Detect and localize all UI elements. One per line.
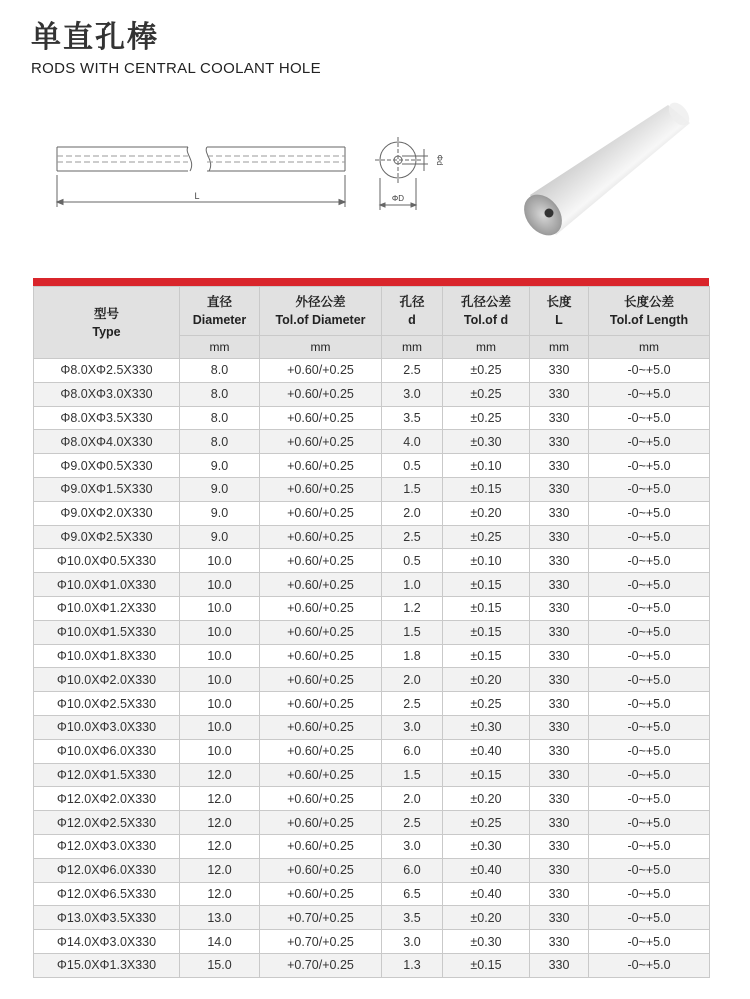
diameter-cell: 9.0 [180, 454, 260, 478]
outer-diameter-label: ΦD [391, 194, 405, 203]
rod-side-view [57, 147, 345, 207]
length-cell: 330 [530, 382, 589, 406]
diameter-cell: 10.0 [180, 596, 260, 620]
length-label: L [194, 191, 200, 201]
length-cell: 330 [530, 763, 589, 787]
length-cell: 330 [530, 906, 589, 930]
header-diameter: 直径 Diameter [180, 287, 260, 336]
table-row [34, 763, 710, 787]
table-row [34, 692, 710, 716]
diameter-cell: 12.0 [180, 763, 260, 787]
tol-d-cell: ±0.20 [443, 501, 530, 525]
type-cell: Φ8.0XΦ4.0X330 [34, 430, 180, 454]
tol-diameter-cell: +0.70/+0.25 [260, 953, 382, 977]
diameter-cell: 12.0 [180, 787, 260, 811]
hole-d-cell: 3.5 [382, 906, 443, 930]
hole-d-cell: 6.0 [382, 858, 443, 882]
tol-diameter-cell: +0.60/+0.25 [260, 644, 382, 668]
tol-d-cell: ±0.30 [443, 715, 530, 739]
table-row [34, 501, 710, 525]
table-row [34, 382, 710, 406]
hole-diameter-label: Φd [435, 154, 444, 166]
diameter-cell: 8.0 [180, 406, 260, 430]
tol-length-cell: -0~+5.0 [589, 454, 710, 478]
table-row [34, 834, 710, 858]
tol-length-cell: -0~+5.0 [589, 834, 710, 858]
hole-d-cell: 2.5 [382, 811, 443, 835]
tol-length-cell: -0~+5.0 [589, 668, 710, 692]
type-cell: Φ10.0XΦ2.5X330 [34, 692, 180, 716]
length-cell: 330 [530, 953, 589, 977]
tol-length-cell: -0~+5.0 [589, 906, 710, 930]
diameter-cell: 12.0 [180, 882, 260, 906]
tol-diameter-cell: +0.60/+0.25 [260, 406, 382, 430]
tol-length-cell: -0~+5.0 [589, 359, 710, 383]
hole-d-cell: 1.2 [382, 596, 443, 620]
type-cell: Φ13.0XΦ3.5X330 [34, 906, 180, 930]
tol-diameter-cell: +0.60/+0.25 [260, 787, 382, 811]
header-tol-d: 孔径公差 Tol.of d [443, 287, 530, 336]
table-row [34, 739, 710, 763]
unit-cell: mm [530, 336, 589, 359]
tol-d-cell: ±0.10 [443, 549, 530, 573]
table-row [34, 620, 710, 644]
diameter-cell: 10.0 [180, 668, 260, 692]
header-tol-length: 长度公差 Tol.of Length [589, 287, 710, 336]
type-cell: Φ12.0XΦ2.5X330 [34, 811, 180, 835]
tol-d-cell: ±0.20 [443, 787, 530, 811]
tol-d-cell: ±0.25 [443, 811, 530, 835]
table-row [34, 430, 710, 454]
specification-table [33, 286, 710, 978]
tol-length-cell: -0~+5.0 [589, 858, 710, 882]
tol-length-cell: -0~+5.0 [589, 573, 710, 597]
length-cell: 330 [530, 834, 589, 858]
tol-d-cell: ±0.15 [443, 763, 530, 787]
unit-cell: mm [180, 336, 260, 359]
hole-d-cell: 3.0 [382, 382, 443, 406]
tol-length-cell: -0~+5.0 [589, 692, 710, 716]
tol-diameter-cell: +0.60/+0.25 [260, 620, 382, 644]
type-cell: Φ8.0XΦ3.0X330 [34, 382, 180, 406]
diameter-cell: 10.0 [180, 549, 260, 573]
diameter-cell: 8.0 [180, 382, 260, 406]
tol-diameter-cell: +0.60/+0.25 [260, 430, 382, 454]
length-cell: 330 [530, 359, 589, 383]
tol-d-cell: ±0.15 [443, 477, 530, 501]
hole-d-cell: 1.5 [382, 620, 443, 644]
tol-d-cell: ±0.15 [443, 620, 530, 644]
length-cell: 330 [530, 715, 589, 739]
tol-d-cell: ±0.15 [443, 644, 530, 668]
type-cell: Φ8.0XΦ3.5X330 [34, 406, 180, 430]
tol-d-cell: ±0.20 [443, 906, 530, 930]
page-subtitle: RODS WITH CENTRAL COOLANT HOLE [31, 60, 321, 77]
table-row [34, 906, 710, 930]
length-cell: 330 [530, 620, 589, 644]
length-cell: 330 [530, 477, 589, 501]
hole-d-cell: 3.5 [382, 406, 443, 430]
length-cell: 330 [530, 525, 589, 549]
table-row [34, 454, 710, 478]
tol-diameter-cell: +0.60/+0.25 [260, 739, 382, 763]
hole-d-cell: 1.5 [382, 477, 443, 501]
rod-3d-render [517, 99, 693, 242]
tol-d-cell: ±0.40 [443, 858, 530, 882]
type-cell: Φ10.0XΦ1.2X330 [34, 596, 180, 620]
hole-d-cell: 1.3 [382, 953, 443, 977]
diameter-cell: 10.0 [180, 692, 260, 716]
unit-cell: mm [260, 336, 382, 359]
tol-d-cell: ±0.15 [443, 596, 530, 620]
length-cell: 330 [530, 811, 589, 835]
tol-d-cell: ±0.25 [443, 382, 530, 406]
table-body [34, 359, 710, 978]
tol-length-cell: -0~+5.0 [589, 739, 710, 763]
unit-cell: mm [443, 336, 530, 359]
hole-d-cell: 2.5 [382, 359, 443, 383]
length-cell: 330 [530, 596, 589, 620]
hole-d-cell: 0.5 [382, 549, 443, 573]
tol-length-cell: -0~+5.0 [589, 763, 710, 787]
type-cell: Φ12.0XΦ6.5X330 [34, 882, 180, 906]
tol-diameter-cell: +0.60/+0.25 [260, 763, 382, 787]
tol-diameter-cell: +0.60/+0.25 [260, 882, 382, 906]
diameter-cell: 12.0 [180, 858, 260, 882]
table-row [34, 477, 710, 501]
diameter-cell: 10.0 [180, 739, 260, 763]
diameter-cell: 10.0 [180, 573, 260, 597]
tol-length-cell: -0~+5.0 [589, 596, 710, 620]
hole-d-cell: 1.8 [382, 644, 443, 668]
table-row [34, 715, 710, 739]
header-type: 型号 Type [34, 287, 180, 359]
tol-diameter-cell: +0.60/+0.25 [260, 359, 382, 383]
tol-d-cell: ±0.30 [443, 834, 530, 858]
unit-cell: mm [589, 336, 710, 359]
tol-length-cell: -0~+5.0 [589, 787, 710, 811]
type-cell: Φ15.0XΦ1.3X330 [34, 953, 180, 977]
tol-d-cell: ±0.40 [443, 882, 530, 906]
type-cell: Φ14.0XΦ3.0X330 [34, 930, 180, 954]
length-cell: 330 [530, 454, 589, 478]
hole-d-cell: 1.5 [382, 763, 443, 787]
table-row [34, 787, 710, 811]
hole-d-cell: 2.0 [382, 668, 443, 692]
tol-d-cell: ±0.25 [443, 525, 530, 549]
diameter-cell: 9.0 [180, 501, 260, 525]
hole-d-cell: 3.0 [382, 930, 443, 954]
tol-diameter-cell: +0.60/+0.25 [260, 834, 382, 858]
type-cell: Φ10.0XΦ0.5X330 [34, 549, 180, 573]
tol-length-cell: -0~+5.0 [589, 953, 710, 977]
tol-diameter-cell: +0.60/+0.25 [260, 573, 382, 597]
type-cell: Φ8.0XΦ2.5X330 [34, 359, 180, 383]
tol-diameter-cell: +0.60/+0.25 [260, 858, 382, 882]
tol-length-cell: -0~+5.0 [589, 430, 710, 454]
table-row [34, 858, 710, 882]
tol-length-cell: -0~+5.0 [589, 549, 710, 573]
hole-d-cell: 3.0 [382, 834, 443, 858]
hole-d-cell: 6.5 [382, 882, 443, 906]
tol-length-cell: -0~+5.0 [589, 477, 710, 501]
tol-d-cell: ±0.10 [443, 454, 530, 478]
tol-diameter-cell: +0.60/+0.25 [260, 525, 382, 549]
type-cell: Φ12.0XΦ2.0X330 [34, 787, 180, 811]
hole-d-cell: 3.0 [382, 715, 443, 739]
hole-d-cell: 2.0 [382, 787, 443, 811]
tol-length-cell: -0~+5.0 [589, 620, 710, 644]
header-row [34, 287, 710, 336]
diameter-cell: 10.0 [180, 644, 260, 668]
tol-d-cell: ±0.20 [443, 668, 530, 692]
tol-d-cell: ±0.25 [443, 406, 530, 430]
type-cell: Φ12.0XΦ1.5X330 [34, 763, 180, 787]
table-row [34, 644, 710, 668]
table-row [34, 406, 710, 430]
tol-d-cell: ±0.40 [443, 739, 530, 763]
diameter-cell: 13.0 [180, 906, 260, 930]
accent-bar [33, 278, 709, 286]
length-cell: 330 [530, 858, 589, 882]
tol-diameter-cell: +0.60/+0.25 [260, 382, 382, 406]
type-cell: Φ10.0XΦ6.0X330 [34, 739, 180, 763]
tol-diameter-cell: +0.60/+0.25 [260, 549, 382, 573]
header-tol-diameter: 外径公差 Tol.of Diameter [260, 287, 382, 336]
length-cell: 330 [530, 573, 589, 597]
tol-diameter-cell: +0.60/+0.25 [260, 668, 382, 692]
hole-d-cell: 2.5 [382, 525, 443, 549]
header-length: 长度 L [530, 287, 589, 336]
type-cell: Φ9.0XΦ2.0X330 [34, 501, 180, 525]
tol-diameter-cell: +0.60/+0.25 [260, 811, 382, 835]
type-cell: Φ12.0XΦ3.0X330 [34, 834, 180, 858]
diameter-cell: 8.0 [180, 359, 260, 383]
length-cell: 330 [530, 787, 589, 811]
length-cell: 330 [530, 930, 589, 954]
technical-drawing [0, 95, 750, 275]
table-row [34, 811, 710, 835]
tol-d-cell: ±0.25 [443, 359, 530, 383]
tol-length-cell: -0~+5.0 [589, 644, 710, 668]
tol-d-cell: ±0.15 [443, 573, 530, 597]
length-cell: 330 [530, 430, 589, 454]
length-cell: 330 [530, 692, 589, 716]
table-row [34, 549, 710, 573]
diameter-cell: 12.0 [180, 811, 260, 835]
tol-d-cell: ±0.30 [443, 930, 530, 954]
tol-length-cell: -0~+5.0 [589, 501, 710, 525]
tol-d-cell: ±0.25 [443, 692, 530, 716]
type-cell: Φ9.0XΦ2.5X330 [34, 525, 180, 549]
diameter-cell: 10.0 [180, 620, 260, 644]
type-cell: Φ10.0XΦ3.0X330 [34, 715, 180, 739]
hole-d-cell: 2.5 [382, 692, 443, 716]
product-drawing-area [0, 95, 750, 275]
header-hole-d: 孔径 d [382, 287, 443, 336]
unit-cell: mm [382, 336, 443, 359]
page-title: 单直孔棒 [31, 20, 159, 55]
tol-diameter-cell: +0.60/+0.25 [260, 477, 382, 501]
type-cell: Φ10.0XΦ1.5X330 [34, 620, 180, 644]
table-row [34, 525, 710, 549]
tol-d-cell: ±0.15 [443, 953, 530, 977]
diameter-cell: 12.0 [180, 834, 260, 858]
diameter-cell: 14.0 [180, 930, 260, 954]
diameter-cell: 10.0 [180, 715, 260, 739]
tol-length-cell: -0~+5.0 [589, 382, 710, 406]
type-cell: Φ9.0XΦ0.5X330 [34, 454, 180, 478]
tol-length-cell: -0~+5.0 [589, 930, 710, 954]
length-cell: 330 [530, 739, 589, 763]
diameter-cell: 8.0 [180, 430, 260, 454]
tol-diameter-cell: +0.60/+0.25 [260, 501, 382, 525]
diameter-cell: 9.0 [180, 525, 260, 549]
tol-diameter-cell: +0.70/+0.25 [260, 906, 382, 930]
tol-length-cell: -0~+5.0 [589, 882, 710, 906]
tol-d-cell: ±0.30 [443, 430, 530, 454]
length-cell: 330 [530, 501, 589, 525]
type-cell: Φ12.0XΦ6.0X330 [34, 858, 180, 882]
hole-d-cell: 1.0 [382, 573, 443, 597]
length-cell: 330 [530, 882, 589, 906]
type-cell: Φ10.0XΦ1.8X330 [34, 644, 180, 668]
table-row [34, 668, 710, 692]
tol-diameter-cell: +0.60/+0.25 [260, 454, 382, 478]
type-cell: Φ9.0XΦ1.5X330 [34, 477, 180, 501]
tol-length-cell: -0~+5.0 [589, 715, 710, 739]
tol-length-cell: -0~+5.0 [589, 525, 710, 549]
tol-length-cell: -0~+5.0 [589, 811, 710, 835]
table-row [34, 359, 710, 383]
diameter-cell: 15.0 [180, 953, 260, 977]
hole-d-cell: 0.5 [382, 454, 443, 478]
table-row [34, 930, 710, 954]
length-cell: 330 [530, 549, 589, 573]
tol-diameter-cell: +0.70/+0.25 [260, 930, 382, 954]
diameter-cell: 9.0 [180, 477, 260, 501]
length-cell: 330 [530, 644, 589, 668]
type-cell: Φ10.0XΦ1.0X330 [34, 573, 180, 597]
table-row [34, 596, 710, 620]
tol-diameter-cell: +0.60/+0.25 [260, 596, 382, 620]
hole-d-cell: 6.0 [382, 739, 443, 763]
tol-length-cell: -0~+5.0 [589, 406, 710, 430]
table-row [34, 953, 710, 977]
tol-diameter-cell: +0.60/+0.25 [260, 715, 382, 739]
length-cell: 330 [530, 668, 589, 692]
hole-d-cell: 4.0 [382, 430, 443, 454]
length-cell: 330 [530, 406, 589, 430]
table-row [34, 882, 710, 906]
table-row [34, 573, 710, 597]
tol-diameter-cell: +0.60/+0.25 [260, 692, 382, 716]
type-cell: Φ10.0XΦ2.0X330 [34, 668, 180, 692]
hole-d-cell: 2.0 [382, 501, 443, 525]
